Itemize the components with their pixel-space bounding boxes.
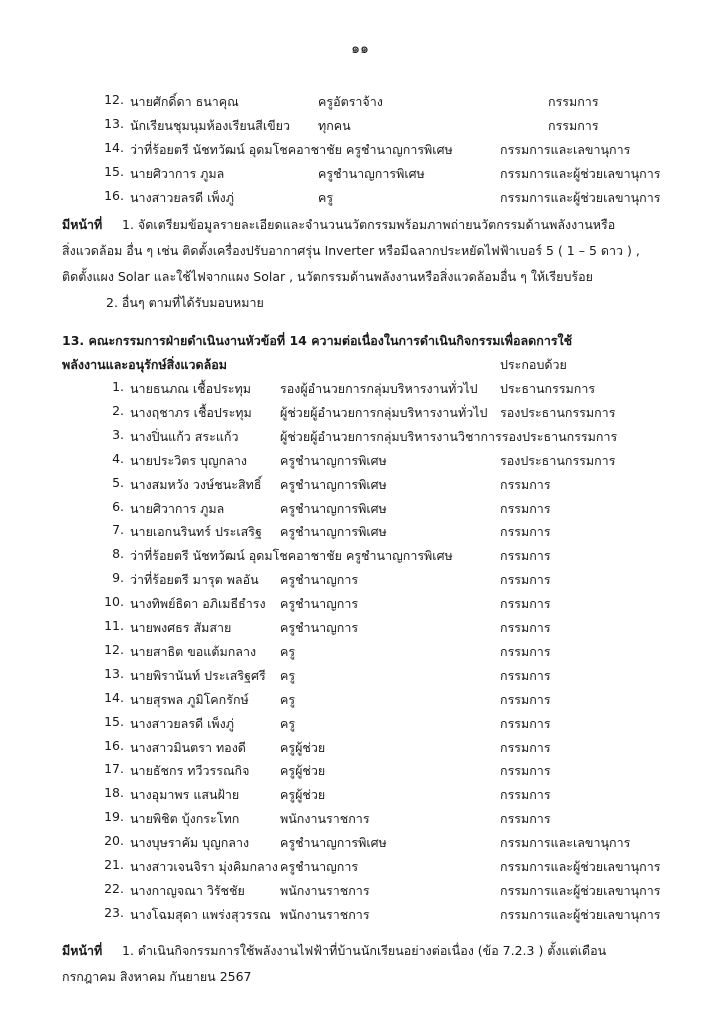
member-role: รองประธานกรรมการ (500, 452, 616, 468)
list-item (0, 594, 726, 618)
item-number: 13. (104, 665, 124, 681)
member-role: กรรมการ (500, 620, 551, 635)
duty-text: ติดตั้งแผง Solar และใช้ไฟจากแผง Solar , นวัตกรรมด้านพลังงานหรือสิ่งแวดล้อมอื่น ๆ ให้เรียบร้อย (62, 269, 593, 284)
member-position: ครูชำนาญการพิเศษ (280, 452, 387, 468)
member-role: กรรมการ (500, 524, 551, 540)
member-role: กรรมการและผู้ช่วยเลขานุการ (500, 882, 661, 898)
list-item (0, 785, 726, 809)
member-position: ครู (318, 190, 334, 205)
member-name: นางฤชาภร เชื้อประทุม (130, 404, 252, 420)
member-name: นางกาญจณา วิรัชชัย (130, 882, 245, 898)
member-role: กรรมการและเลขานุการ (500, 835, 631, 851)
item-number: 18. (104, 785, 124, 801)
list-item (0, 451, 726, 475)
member-position: พนักงานราชการ (280, 811, 370, 827)
item-number: 13. (104, 116, 124, 131)
member-position: ผู้ช่วยผู้อำนวยการกลุ่มบริหารงานวิชาการรองประธานกรรมการ (280, 428, 618, 444)
member-name: นางปิ่นแก้ว สระแก้ว (130, 428, 239, 444)
member-position: ครูชำนาญการพิเศษ (280, 500, 387, 516)
member-position: ครูผู้ช่วย (280, 739, 326, 755)
member-name: นายพิรานันท์ ประเสริฐศรี (130, 667, 266, 683)
duty-text: 1. ดำเนินกิจกรรมการใช้พลังงานไฟฟ้าที่บ้านนักเรียนอย่างต่อเนื่อง (ข้อ 7.2.3 ) ตั้งแต่เดือน (122, 943, 607, 958)
member-position: ครู (280, 715, 296, 731)
member-role: กรรมการ (500, 739, 551, 755)
member-name: ว่าที่ร้อยตรี นัชทวัฒน์ อุดมโชคอาชาชัย ครูชำนาญการพิเศษ (130, 142, 453, 157)
member-role: กรรมการ (500, 715, 551, 731)
member-name: นายธัชกร ทวีวรรณกิจ (130, 763, 250, 779)
list-item (0, 714, 726, 738)
list-item (0, 570, 726, 594)
member-position: ครูชำนาญการพิเศษ (318, 166, 425, 181)
duty-text: 2. อื่นๆ ตามที่ได้รับมอบหมาย (106, 295, 264, 310)
list-item (0, 738, 726, 762)
list-item (0, 164, 726, 188)
member-name: นางสาวยลรดี เพ็งภู่ (130, 190, 234, 205)
member-name: นายประวิตร บุญกลาง (130, 452, 248, 468)
member-name: นายพงศธร สัมสาย (130, 620, 232, 635)
list-item (0, 857, 726, 881)
member-name: นายศิวาการ ภูมล (130, 500, 225, 516)
item-number: 9. (112, 570, 124, 586)
item-number: 7. (112, 522, 124, 538)
member-name: นายสุรพล ภูมิโคกรักษ์ (130, 691, 249, 707)
member-name: ว่าที่ร้อยตรี นัชทวัฒน์ อุดมโชคอาชาชัย ครูชำนาญการพิเศษ (130, 548, 453, 564)
member-role: รองประธานกรรมการ (500, 404, 616, 420)
item-number: 14. (104, 140, 124, 155)
member-name: นางบุษราคัม บุญกลาง (130, 835, 250, 851)
member-role: กรรมการ (500, 572, 551, 588)
member-role: กรรมการ (548, 94, 599, 109)
member-position: พนักงานราชการ (280, 882, 370, 898)
member-name: นายเอกนรินทร์ ประเสริฐ (130, 524, 262, 540)
item-number: 15. (104, 713, 124, 729)
section-title-continued: พลังงานและอนุรักษ์สิ่งแวดล้อม (62, 357, 228, 372)
list-item (0, 427, 726, 451)
member-position: ผู้ช่วยผู้อำนวยการกลุ่มบริหารงานทั่วไป (280, 404, 488, 420)
member-name: นางสาวยลรดี เพ็งภู่ (130, 715, 234, 731)
member-role: กรรมการ (500, 643, 551, 659)
member-role: กรรมการ (548, 118, 599, 133)
list-item (0, 403, 726, 427)
item-number: 6. (112, 498, 124, 514)
member-position: ครูชำนาญการ (280, 572, 359, 588)
list-item (0, 642, 726, 666)
member-position: ครู (280, 667, 296, 683)
member-name: นายสาธิต ขอแต้มกลาง (130, 643, 257, 659)
member-position: ครูชำนาญการ (280, 620, 359, 635)
member-name: นายศิวาการ ภูมล (130, 166, 225, 181)
item-number: 23. (104, 904, 124, 920)
member-name: นางสาวมินตรา ทองดี (130, 739, 246, 755)
member-position: ครูชำนาญการพิเศษ (280, 524, 387, 540)
duty-text: สิ่งแวดล้อม อื่น ๆ เช่น ติดตั้งเครื่องปรับอากาศรุ่น Inverter หรือมีฉลากประหยัดไฟฟ้าเบอร์ 5 ( 1 – 5 ดาว ) , (62, 243, 640, 258)
member-name: นางสาวเจนจิรา มุ่งคิมกลาง (130, 859, 278, 874)
member-role: กรรมการ (500, 691, 551, 707)
member-position: ครู (280, 643, 296, 659)
item-number: 12. (104, 641, 124, 657)
item-number: 2. (112, 402, 124, 418)
item-number: 5. (112, 474, 124, 490)
member-role: กรรมการ (500, 667, 551, 683)
member-position: ทุกคน (318, 118, 351, 133)
list-item (0, 188, 726, 212)
member-role: กรรมการ (500, 500, 551, 516)
item-number: 1. (112, 379, 124, 394)
member-position: ครูชำนาญการ (280, 859, 359, 874)
item-number: 4. (112, 450, 124, 466)
duty-text: 1. จัดเตรียมข้อมูลรายละเอียดและจำนวนนวัตกรรมพร้อมภาพถ่ายนวัตกรรมด้านพลังงานหรือ (122, 217, 616, 232)
member-position: ครูอัตราจ้าง (318, 94, 383, 109)
page-number: ๑๑ (351, 41, 369, 57)
member-name: นายศักดิ์ดา ธนาคุณ (130, 94, 239, 109)
item-number: 15. (104, 164, 124, 179)
list-item (0, 379, 726, 403)
list-item (0, 92, 726, 116)
item-number: 16. (104, 188, 124, 203)
list-item (0, 905, 726, 929)
member-name: นายพิชิต บุ้งกระโทก (130, 811, 240, 827)
duties-label: มีหน้าที่ (62, 217, 103, 232)
member-role: กรรมการ (500, 476, 551, 492)
member-role: กรรมการและผู้ช่วยเลขานุการ (500, 190, 661, 205)
member-role: กรรมการและผู้ช่วยเลขานุการ (500, 859, 661, 874)
list-item (0, 116, 726, 140)
member-role: กรรมการและผู้ช่วยเลขานุการ (500, 906, 661, 922)
item-number: 20. (104, 833, 124, 849)
list-item (0, 881, 726, 905)
list-item (0, 546, 726, 570)
item-number: 10. (104, 594, 124, 610)
item-number: 3. (112, 426, 124, 442)
duties-label: มีหน้าที่ (62, 943, 103, 958)
member-name: นางสมหวัง วงษ์ชนะสิทธิ์ (130, 476, 262, 492)
member-position: รองผู้อำนวยการกลุ่มบริหารงานทั่วไป (280, 381, 478, 396)
member-name: นางทิพย์ธิดา อภิเมธีธำรง (130, 596, 266, 612)
member-role: กรรมการ (500, 811, 551, 827)
item-number: 21. (104, 857, 124, 872)
item-number: 11. (104, 618, 124, 633)
item-number: 22. (104, 880, 124, 896)
member-role: กรรมการและผู้ช่วยเลขานุการ (500, 166, 661, 181)
member-name: นักเรียนชุมนุมห้องเรียนสีเขียว (130, 118, 290, 133)
section-title: 13. คณะกรรมการฝ่ายดำเนินงานหัวข้อที่ 14 ความต่อเนื่องในการดำเนินกิจกรรมเพื่อลดการใช้ (62, 333, 573, 348)
member-position: ครูชำนาญการพิเศษ (280, 476, 387, 492)
member-name: นายธนภณ เชื้อประทุม (130, 381, 251, 396)
list-item (0, 499, 726, 523)
list-item (0, 666, 726, 690)
member-role: กรรมการและเลขานุการ (500, 142, 631, 157)
list-item (0, 618, 726, 642)
item-number: 17. (104, 761, 124, 777)
member-name: นางโฉมสุดา แพร่งสุวรรณ (130, 906, 271, 922)
item-number: 19. (104, 809, 124, 825)
item-number: 14. (104, 689, 124, 705)
member-position: ครูผู้ช่วย (280, 787, 326, 803)
list-item (0, 690, 726, 714)
member-role: กรรมการ (500, 548, 551, 564)
list-item (0, 522, 726, 546)
list-item (0, 140, 726, 164)
duty-text: กรกฎาคม สิงหาคม กันยายน 2567 (62, 969, 252, 984)
member-role: กรรมการ (500, 763, 551, 779)
member-position: ครูชำนาญการพิเศษ (280, 835, 387, 851)
member-name: ว่าที่ร้อยตรี มารุต พลอัน (130, 572, 259, 588)
member-role: กรรมการ (500, 787, 551, 803)
member-position: ครูผู้ช่วย (280, 763, 326, 779)
list-item (0, 833, 726, 857)
member-role: ประธานกรรมการ (500, 381, 596, 396)
item-number: 12. (104, 92, 124, 107)
item-number: 8. (112, 546, 124, 562)
list-item (0, 475, 726, 499)
list-item (0, 809, 726, 833)
member-name: นางอุมาพร แสนฝ้าย (130, 787, 240, 803)
member-position: ครู (280, 691, 296, 707)
item-number: 16. (104, 737, 124, 753)
member-position: พนักงานราชการ (280, 906, 370, 922)
consists-of-label: ประกอบด้วย (500, 357, 567, 372)
member-position: ครูชำนาญการ (280, 596, 359, 612)
list-item (0, 761, 726, 785)
member-role: กรรมการ (500, 596, 551, 612)
